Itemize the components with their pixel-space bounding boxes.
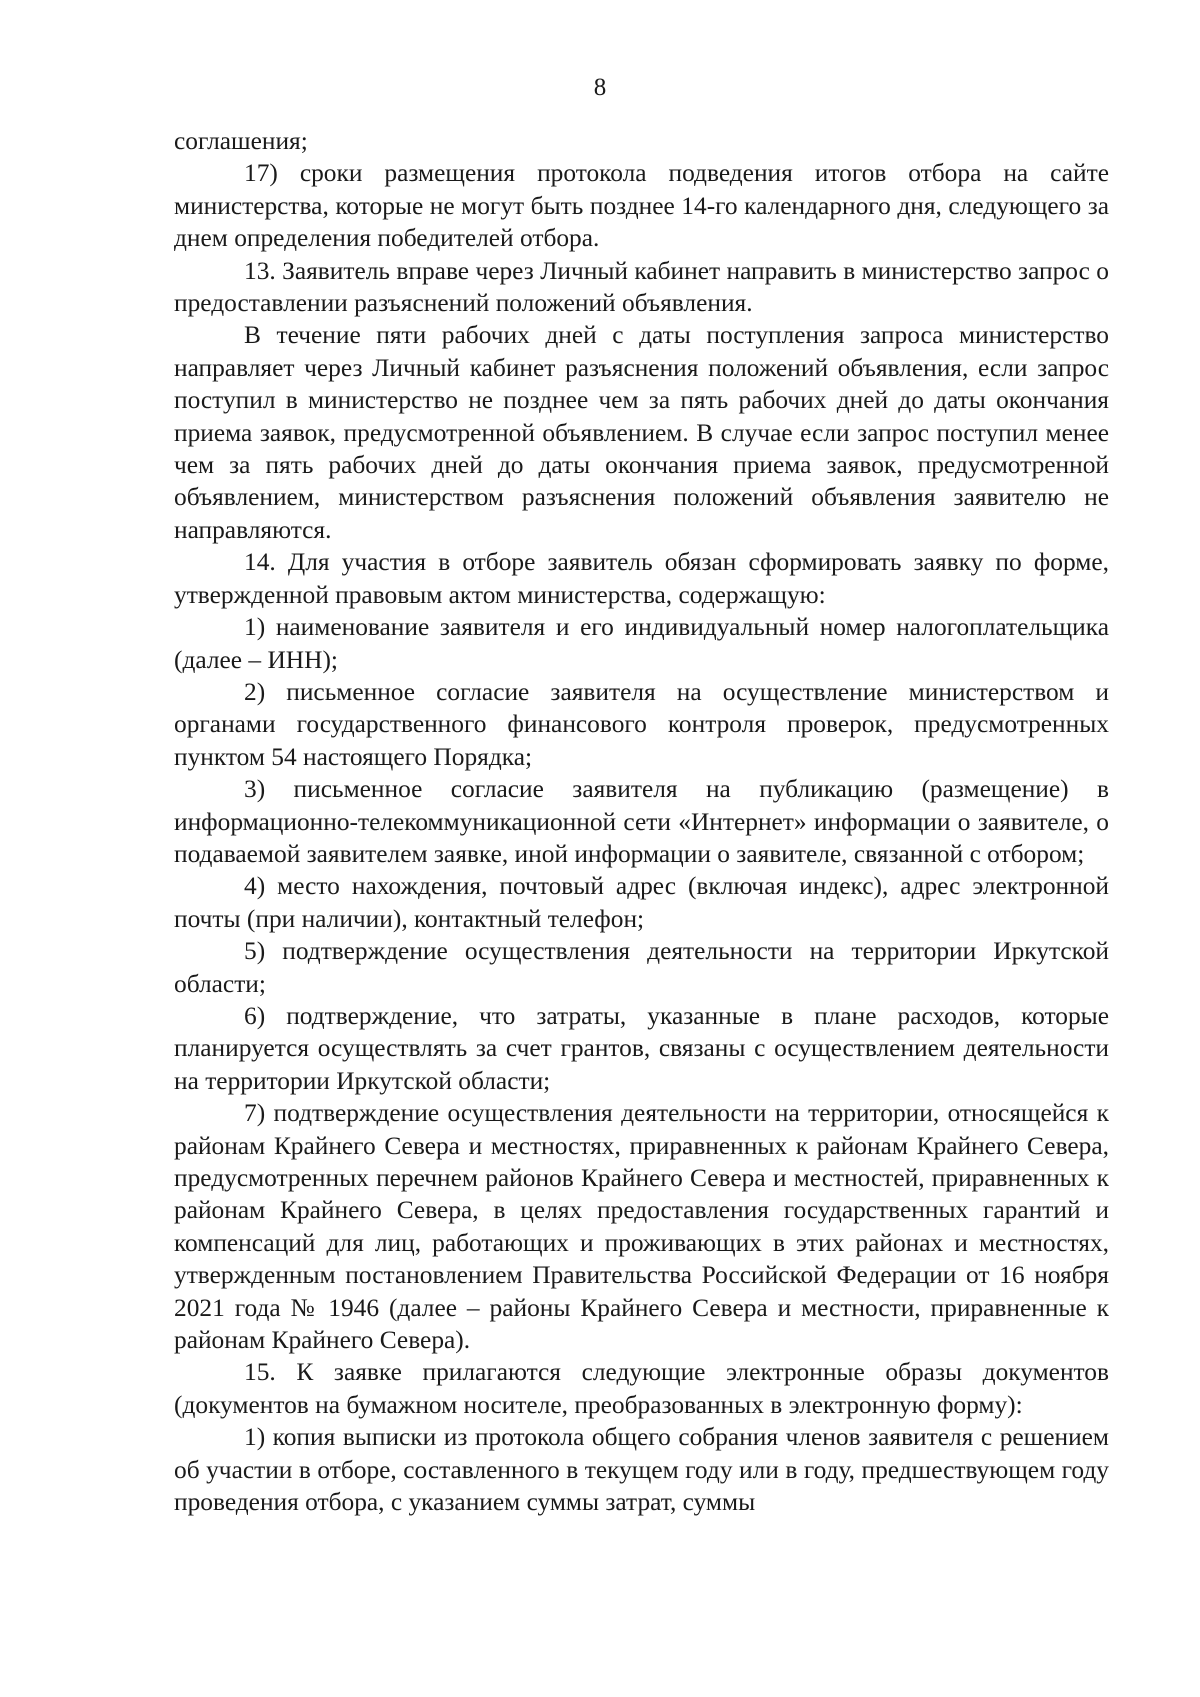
paragraph-clause-14: 14. Для участия в отборе заявитель обязан сформировать заявку по форме, утвержденной правовым актом министерства, содержащую: — [174, 548, 1109, 609]
paragraph-item-5: 5) подтверждение осуществления деятельности на территории Иркутской области; — [174, 937, 1109, 998]
paragraph-item-7: 7) подтверждение осуществления деятельности на территории, относящейся к районам Крайнего Севера и местностях, приравненных к районам Крайнего Севера, предусмотренных перечнем районов Крайнего Севера и местностей, приравненных к районам Крайнего Севера, в целях предоставления государственных гарантий и компенсаций для лиц, работающих и проживающих в этих районах и местностях, утвержденным постановлением Правительства Российской Федерации от 16 ноября 2021 года № 1946 (далее – районы Крайнего Севера и местности, приравненные к районам Крайнего Севера). — [174, 1099, 1109, 1355]
paragraph-clause-15-item-1: 1) копия выписки из протокола общего собрания членов заявителя с решением об участии в отборе, составленного в текущем году или в году, предшествующем году проведения отбора, с указанием суммы затрат, суммы — [174, 1423, 1109, 1517]
paragraph-item-2: 2) письменное согласие заявителя на осуществление министерством и органами государственного финансового контроля проверок, предусмотренных пунктом 54 настоящего Порядка; — [174, 677, 1109, 771]
paragraph-clause-13-detail: В течение пяти рабочих дней с даты поступления запроса министерство направляет через Личный кабинет разъяснения положений объявления, если запрос поступил в министерство не позднее чем за пять рабочих дней до даты окончания приема заявок, предусмотренной объявлением. В случае если запрос поступил менее чем за пять рабочих дней до даты окончания приема заявок, предусмотренной объявлением, министерством разъяснения положений объявления заявителю не направляются. — [174, 321, 1109, 544]
paragraph-item-4: 4) место нахождения, почтовый адрес (включая индекс), адрес электронной почты (при наличии), контактный телефон; — [174, 872, 1109, 933]
document-body — [174, 125, 1109, 1518]
paragraph-continuation: соглашения; — [174, 127, 308, 155]
paragraph-clause-15: 15. К заявке прилагаются следующие электронные образы документов (документов на бумажном носителе, преобразованных в электронную форму): — [174, 1358, 1109, 1419]
paragraph-clause-13: 13. Заявитель вправе через Личный кабинет направить в министерство запрос о предоставлении разъяснений положений объявления. — [174, 256, 1109, 318]
paragraph-item-1: 1) наименование заявителя и его индивидуальный номер налогоплательщика (далее – ИНН); — [174, 613, 1109, 674]
paragraph-item-17: 17) сроки размещения протокола подведения итогов отбора на сайте министерства, которые не могут быть позднее 14-го календарного дня, следующего за днем определения победителей отбора. — [174, 159, 1109, 253]
paragraph-item-3: 3) письменное согласие заявителя на публикацию (размещение) в информационно-телекоммуникационной сети «Интернет» информации о заявителе, о подаваемой заявителем заявке, иной информации о заявителе, связанной с отбором; — [174, 775, 1109, 868]
page-number: 8 — [593, 74, 607, 101]
paragraph-item-6: 6) подтверждение, что затраты, указанные в плане расходов, которые планируется осуществлять за счет грантов, связаны с осуществлением деятельности на территории Иркутской области; — [174, 1001, 1109, 1095]
